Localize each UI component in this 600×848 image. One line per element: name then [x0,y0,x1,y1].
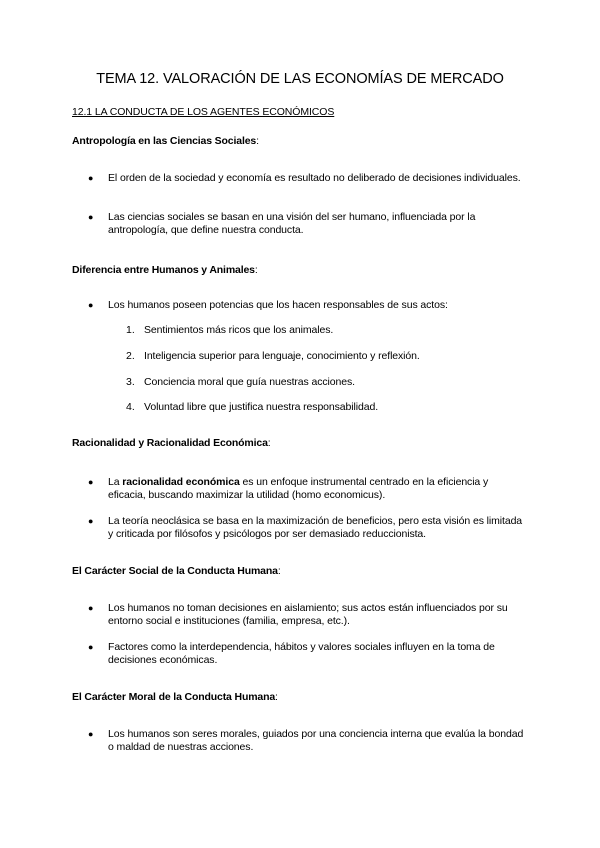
numbered-item-number: 2. [126,350,135,362]
bullet-icon: ● [88,212,94,222]
list-item: La teoría neoclásica se basa en la maximización de beneficios, pero esta visión es limitada y criticada por filósofos y psicólogos por ser demasiado reduccionista. [108,515,523,540]
heading-text: Racionalidad y Racionalidad Económica [72,437,268,449]
list-item: Los humanos no toman decisiones en aislamiento; sus actos están influenciados por su entorno social e instituciones (familia, empresa, etc.). [108,602,508,627]
numbered-item-text: Voluntad libre que justifica nuestra responsabilidad. [144,401,379,413]
section-heading-antropologia [72,135,259,147]
section-heading-diferencia [72,264,258,276]
list-item: Los humanos poseen potencias que los hacen responsables de sus actos: [108,299,448,311]
heading-colon: : [275,691,278,703]
numbered-item-text: Sentimientos más ricos que los animales. [144,324,334,336]
heading-text: El Carácter Social de la Conducta Humana [72,565,278,577]
numbered-item-number: 4. [126,401,135,413]
numbered-item-number: 3. [126,376,135,388]
numbered-item-text: Conciencia moral que guía nuestras acciones. [144,376,355,388]
heading-colon: : [277,565,281,577]
numbered-item-number: 1. [126,324,135,336]
numbered-item-text: Inteligencia superior para lenguaje, conocimiento y reflexión. [144,350,420,362]
bullet-icon: ● [88,603,94,613]
bullet-icon: ● [88,173,94,183]
heading-colon: : [267,437,271,449]
section-subtitle: 12.1 LA CONDUCTA DE LOS AGENTES ECONÓMICOS [72,106,335,118]
bullet-icon: ● [88,300,94,310]
list-item [108,476,528,502]
list-item: Los humanos son seres morales, guiados por una conciencia interna que evalúa la bondad o maldad de nuestras acciones. [108,728,524,753]
text-run: La [108,476,123,488]
section-heading-caracter-moral [72,691,278,703]
list-item: Las ciencias sociales se basan en una visión del ser humano, influenciada por la antropología, que define nuestra conducta. [108,211,476,236]
bullet-icon: ● [88,642,94,652]
section-heading-racionalidad [72,437,271,449]
heading-colon: : [256,135,259,147]
list-item: El orden de la sociedad y economía es resultado no deliberado de decisiones individuales. [108,172,521,184]
bullet-icon: ● [88,477,94,487]
heading-colon: : [254,264,258,276]
bullet-icon: ● [88,516,94,526]
heading-text: El Carácter Moral de la Conducta Humana [72,691,276,703]
text-run: es un enfoque instrumental centrado en la eficiencia y eficacia, buscando maximizar la utilidad (homo economicus). [108,476,489,501]
heading-text: Diferencia entre Humanos y Animales [72,264,255,276]
section-heading-caracter-social [72,565,281,577]
heading-text: Antropología en las Ciencias Sociales [72,135,257,147]
bold-term: racionalidad económica [122,476,240,488]
document-title: TEMA 12. VALORACIÓN DE LAS ECONOMÍAS DE MERCADO [96,71,504,87]
bullet-icon: ● [88,729,94,739]
list-item: Factores como la interdependencia, hábitos y valores sociales influyen en la toma de decisiones económicas. [108,641,495,666]
